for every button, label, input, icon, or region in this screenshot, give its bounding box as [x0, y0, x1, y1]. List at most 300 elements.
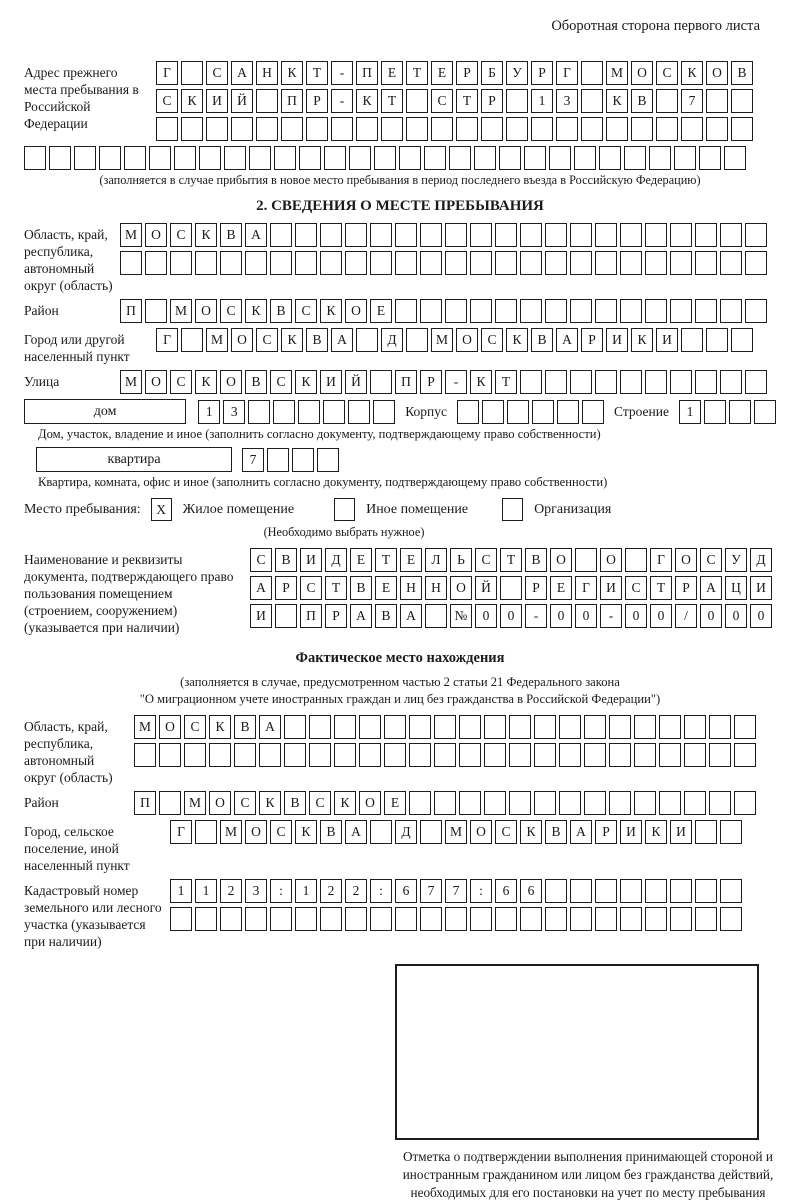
char-cell[interactable]: № [450, 604, 472, 628]
char-cell[interactable] [570, 299, 592, 323]
char-cell[interactable] [245, 907, 267, 931]
char-cell[interactable]: И [600, 576, 622, 600]
char-cell[interactable]: С [295, 299, 317, 323]
char-cell[interactable]: О [345, 299, 367, 323]
char-cell[interactable] [359, 715, 381, 739]
char-cell[interactable]: 7 [681, 89, 703, 113]
char-cell[interactable] [298, 400, 320, 424]
char-cell[interactable]: И [320, 370, 342, 394]
char-cell[interactable] [729, 400, 751, 424]
char-cell[interactable]: 1 [195, 879, 217, 903]
char-cell[interactable]: В [631, 89, 653, 113]
char-cell[interactable] [557, 400, 579, 424]
char-cell[interactable]: С [220, 299, 242, 323]
char-cell[interactable] [670, 370, 692, 394]
char-cell[interactable]: 6 [495, 879, 517, 903]
char-cell[interactable] [620, 223, 642, 247]
char-cell[interactable] [124, 146, 146, 170]
char-cell[interactable]: О [456, 328, 478, 352]
char-cell[interactable]: 2 [220, 879, 242, 903]
char-cell[interactable]: Р [481, 89, 503, 113]
char-cell[interactable]: - [525, 604, 547, 628]
char-cell[interactable] [734, 715, 756, 739]
char-cell[interactable]: А [400, 604, 422, 628]
char-cell[interactable]: О [220, 370, 242, 394]
char-cell[interactable] [425, 604, 447, 628]
char-cell[interactable]: 0 [575, 604, 597, 628]
char-cell[interactable] [545, 299, 567, 323]
char-cell[interactable]: К [181, 89, 203, 113]
char-cell[interactable] [273, 400, 295, 424]
char-cell[interactable]: С [431, 89, 453, 113]
char-cell[interactable] [370, 907, 392, 931]
char-cell[interactable] [309, 715, 331, 739]
char-cell[interactable] [582, 400, 604, 424]
char-cell[interactable]: Й [475, 576, 497, 600]
char-cell[interactable]: 7 [242, 448, 264, 472]
char-cell[interactable] [670, 251, 692, 275]
char-cell[interactable]: Ь [450, 548, 472, 572]
char-cell[interactable]: О [470, 820, 492, 844]
char-cell[interactable] [270, 251, 292, 275]
char-cell[interactable]: Г [556, 61, 578, 85]
char-cell[interactable] [706, 117, 728, 141]
char-cell[interactable] [406, 328, 428, 352]
char-cell[interactable]: У [506, 61, 528, 85]
char-cell[interactable] [281, 117, 303, 141]
char-cell[interactable] [49, 146, 71, 170]
char-cell[interactable]: А [700, 576, 722, 600]
char-cell[interactable]: И [656, 328, 678, 352]
char-cell[interactable] [134, 743, 156, 767]
char-cell[interactable] [320, 907, 342, 931]
char-cell[interactable] [595, 251, 617, 275]
char-cell[interactable] [720, 370, 742, 394]
char-cell[interactable]: Г [156, 328, 178, 352]
char-cell[interactable]: Е [370, 299, 392, 323]
char-cell[interactable] [745, 299, 767, 323]
char-cell[interactable] [634, 743, 656, 767]
char-cell[interactable] [381, 117, 403, 141]
char-cell[interactable]: К [245, 299, 267, 323]
char-cell[interactable]: И [606, 328, 628, 352]
char-cell[interactable]: К [606, 89, 628, 113]
char-cell[interactable] [595, 907, 617, 931]
char-cell[interactable] [720, 223, 742, 247]
char-cell[interactable]: О [245, 820, 267, 844]
char-cell[interactable]: Е [384, 791, 406, 815]
char-cell[interactable]: О [631, 61, 653, 85]
char-cell[interactable] [595, 879, 617, 903]
char-cell[interactable] [420, 299, 442, 323]
char-cell[interactable] [609, 743, 631, 767]
char-cell[interactable]: Е [350, 548, 372, 572]
char-cell[interactable]: О [145, 370, 167, 394]
char-cell[interactable] [706, 328, 728, 352]
char-cell[interactable] [195, 907, 217, 931]
char-cell[interactable] [334, 743, 356, 767]
char-cell[interactable]: - [331, 89, 353, 113]
char-cell[interactable] [499, 146, 521, 170]
char-cell[interactable]: 0 [725, 604, 747, 628]
char-cell[interactable] [181, 328, 203, 352]
char-cell[interactable] [574, 146, 596, 170]
char-cell[interactable] [695, 251, 717, 275]
char-cell[interactable] [459, 715, 481, 739]
char-cell[interactable] [570, 879, 592, 903]
char-cell[interactable] [520, 370, 542, 394]
char-cell[interactable]: Т [495, 370, 517, 394]
char-cell[interactable] [620, 299, 642, 323]
char-cell[interactable]: - [445, 370, 467, 394]
char-cell[interactable] [709, 715, 731, 739]
char-cell[interactable]: 0 [700, 604, 722, 628]
char-cell[interactable] [324, 146, 346, 170]
char-cell[interactable] [456, 117, 478, 141]
char-cell[interactable] [345, 907, 367, 931]
char-cell[interactable] [181, 117, 203, 141]
char-cell[interactable]: С [170, 223, 192, 247]
char-cell[interactable] [631, 117, 653, 141]
char-cell[interactable] [420, 223, 442, 247]
char-cell[interactable]: Р [595, 820, 617, 844]
char-cell[interactable] [584, 791, 606, 815]
char-cell[interactable]: 7 [420, 879, 442, 903]
char-cell[interactable] [745, 251, 767, 275]
char-cell[interactable] [74, 146, 96, 170]
char-cell[interactable] [556, 117, 578, 141]
char-cell[interactable] [645, 223, 667, 247]
char-cell[interactable] [474, 146, 496, 170]
char-cell[interactable]: Т [306, 61, 328, 85]
char-cell[interactable]: О [550, 548, 572, 572]
char-cell[interactable]: О [145, 223, 167, 247]
char-cell[interactable] [532, 400, 554, 424]
char-cell[interactable]: 0 [550, 604, 572, 628]
char-cell[interactable]: А [231, 61, 253, 85]
char-cell[interactable]: М [184, 791, 206, 815]
char-cell[interactable] [709, 791, 731, 815]
char-cell[interactable] [323, 400, 345, 424]
char-cell[interactable] [420, 907, 442, 931]
char-cell[interactable] [606, 117, 628, 141]
char-cell[interactable]: 1 [531, 89, 553, 113]
char-cell[interactable]: К [259, 791, 281, 815]
char-cell[interactable] [520, 299, 542, 323]
char-cell[interactable] [409, 743, 431, 767]
char-cell[interactable] [459, 743, 481, 767]
char-cell[interactable]: С [170, 370, 192, 394]
char-cell[interactable] [620, 251, 642, 275]
char-cell[interactable]: С [309, 791, 331, 815]
char-cell[interactable] [174, 146, 196, 170]
char-cell[interactable]: К [281, 61, 303, 85]
char-cell[interactable] [370, 251, 392, 275]
char-cell[interactable]: К [195, 223, 217, 247]
char-cell[interactable] [320, 251, 342, 275]
char-cell[interactable]: : [370, 879, 392, 903]
char-cell[interactable]: С [270, 820, 292, 844]
char-cell[interactable] [270, 223, 292, 247]
char-cell[interactable] [159, 743, 181, 767]
char-cell[interactable] [509, 743, 531, 767]
char-cell[interactable] [170, 251, 192, 275]
char-cell[interactable] [317, 448, 339, 472]
char-cell[interactable] [495, 251, 517, 275]
char-cell[interactable] [695, 223, 717, 247]
char-cell[interactable] [495, 907, 517, 931]
char-cell[interactable]: В [531, 328, 553, 352]
char-cell[interactable] [645, 879, 667, 903]
char-cell[interactable] [256, 117, 278, 141]
char-cell[interactable]: О [195, 299, 217, 323]
char-cell[interactable]: М [120, 370, 142, 394]
char-cell[interactable]: Д [325, 548, 347, 572]
char-cell[interactable] [634, 715, 656, 739]
char-cell[interactable]: Й [231, 89, 253, 113]
char-cell[interactable] [545, 251, 567, 275]
char-cell[interactable] [309, 743, 331, 767]
char-cell[interactable] [267, 448, 289, 472]
char-cell[interactable]: А [570, 820, 592, 844]
char-cell[interactable] [206, 117, 228, 141]
char-cell[interactable] [275, 604, 297, 628]
char-cell[interactable]: Л [425, 548, 447, 572]
char-cell[interactable] [149, 146, 171, 170]
char-cell[interactable]: Р [420, 370, 442, 394]
char-cell[interactable]: А [331, 328, 353, 352]
char-cell[interactable] [670, 879, 692, 903]
char-cell[interactable] [345, 251, 367, 275]
char-cell[interactable] [681, 328, 703, 352]
char-cell[interactable]: : [270, 879, 292, 903]
apartment-box[interactable]: квартира [36, 447, 232, 472]
char-cell[interactable] [395, 223, 417, 247]
char-cell[interactable]: В [245, 370, 267, 394]
char-cell[interactable] [306, 117, 328, 141]
char-cell[interactable] [545, 879, 567, 903]
char-cell[interactable] [509, 715, 531, 739]
char-cell[interactable]: Р [581, 328, 603, 352]
char-cell[interactable]: И [206, 89, 228, 113]
char-cell[interactable] [731, 117, 753, 141]
char-cell[interactable]: В [306, 328, 328, 352]
checkbox-zhiloe[interactable]: X [151, 498, 172, 521]
char-cell[interactable] [482, 400, 504, 424]
char-cell[interactable] [581, 61, 603, 85]
char-cell[interactable] [509, 791, 531, 815]
char-cell[interactable] [199, 146, 221, 170]
char-cell[interactable] [570, 907, 592, 931]
char-cell[interactable] [745, 370, 767, 394]
char-cell[interactable] [620, 907, 642, 931]
char-cell[interactable] [24, 146, 46, 170]
char-cell[interactable]: А [250, 576, 272, 600]
char-cell[interactable] [734, 743, 756, 767]
char-cell[interactable]: К [356, 89, 378, 113]
char-cell[interactable]: О [706, 61, 728, 85]
char-cell[interactable]: Г [156, 61, 178, 85]
char-cell[interactable] [545, 223, 567, 247]
char-cell[interactable] [484, 743, 506, 767]
char-cell[interactable] [349, 146, 371, 170]
char-cell[interactable]: И [750, 576, 772, 600]
char-cell[interactable]: Д [381, 328, 403, 352]
char-cell[interactable]: С [184, 715, 206, 739]
char-cell[interactable]: В [525, 548, 547, 572]
char-cell[interactable] [470, 251, 492, 275]
char-cell[interactable]: 3 [556, 89, 578, 113]
char-cell[interactable]: Н [400, 576, 422, 600]
char-cell[interactable] [395, 251, 417, 275]
char-cell[interactable]: В [545, 820, 567, 844]
char-cell[interactable]: О [450, 576, 472, 600]
char-cell[interactable] [754, 400, 776, 424]
char-cell[interactable]: 0 [625, 604, 647, 628]
char-cell[interactable]: А [556, 328, 578, 352]
char-cell[interactable] [420, 820, 442, 844]
char-cell[interactable]: Й [345, 370, 367, 394]
char-cell[interactable] [545, 907, 567, 931]
char-cell[interactable] [659, 743, 681, 767]
char-cell[interactable]: К [631, 328, 653, 352]
char-cell[interactable] [220, 907, 242, 931]
char-cell[interactable]: Р [275, 576, 297, 600]
char-cell[interactable] [356, 328, 378, 352]
house-box[interactable]: дом [24, 399, 186, 424]
char-cell[interactable] [625, 548, 647, 572]
char-cell[interactable]: С [270, 370, 292, 394]
char-cell[interactable] [256, 89, 278, 113]
char-cell[interactable] [431, 117, 453, 141]
char-cell[interactable] [506, 89, 528, 113]
char-cell[interactable] [520, 251, 542, 275]
char-cell[interactable] [195, 820, 217, 844]
char-cell[interactable] [299, 146, 321, 170]
char-cell[interactable] [534, 715, 556, 739]
char-cell[interactable]: К [195, 370, 217, 394]
char-cell[interactable] [434, 715, 456, 739]
char-cell[interactable] [484, 715, 506, 739]
char-cell[interactable] [559, 743, 581, 767]
char-cell[interactable]: С [250, 548, 272, 572]
char-cell[interactable]: К [209, 715, 231, 739]
char-cell[interactable] [231, 117, 253, 141]
char-cell[interactable] [570, 223, 592, 247]
char-cell[interactable] [259, 743, 281, 767]
char-cell[interactable]: И [620, 820, 642, 844]
char-cell[interactable]: В [320, 820, 342, 844]
char-cell[interactable]: Е [431, 61, 453, 85]
char-cell[interactable]: М [445, 820, 467, 844]
char-cell[interactable] [681, 117, 703, 141]
char-cell[interactable] [457, 400, 479, 424]
char-cell[interactable]: С [481, 328, 503, 352]
char-cell[interactable]: В [731, 61, 753, 85]
char-cell[interactable] [570, 370, 592, 394]
char-cell[interactable]: Н [256, 61, 278, 85]
char-cell[interactable]: К [470, 370, 492, 394]
checkbox-inoe[interactable] [334, 498, 355, 521]
char-cell[interactable]: Н [425, 576, 447, 600]
char-cell[interactable] [659, 715, 681, 739]
char-cell[interactable]: М [220, 820, 242, 844]
char-cell[interactable]: Г [650, 548, 672, 572]
char-cell[interactable]: О [359, 791, 381, 815]
char-cell[interactable]: Т [456, 89, 478, 113]
char-cell[interactable]: Е [400, 548, 422, 572]
char-cell[interactable] [595, 370, 617, 394]
char-cell[interactable] [734, 791, 756, 815]
char-cell[interactable] [684, 743, 706, 767]
char-cell[interactable] [620, 879, 642, 903]
char-cell[interactable]: А [350, 604, 372, 628]
char-cell[interactable] [370, 820, 392, 844]
char-cell[interactable] [270, 907, 292, 931]
checkbox-organizatsiya[interactable] [502, 498, 523, 521]
char-cell[interactable]: М [170, 299, 192, 323]
char-cell[interactable] [684, 715, 706, 739]
char-cell[interactable] [659, 791, 681, 815]
char-cell[interactable]: Д [750, 548, 772, 572]
char-cell[interactable] [274, 146, 296, 170]
char-cell[interactable] [249, 146, 271, 170]
char-cell[interactable] [99, 146, 121, 170]
char-cell[interactable]: В [234, 715, 256, 739]
char-cell[interactable]: 0 [475, 604, 497, 628]
char-cell[interactable]: Р [306, 89, 328, 113]
char-cell[interactable]: С [206, 61, 228, 85]
char-cell[interactable] [481, 117, 503, 141]
char-cell[interactable] [620, 370, 642, 394]
char-cell[interactable] [374, 146, 396, 170]
char-cell[interactable] [470, 907, 492, 931]
char-cell[interactable]: 1 [295, 879, 317, 903]
char-cell[interactable] [434, 743, 456, 767]
char-cell[interactable] [449, 146, 471, 170]
char-cell[interactable] [695, 370, 717, 394]
char-cell[interactable]: С [156, 89, 178, 113]
char-cell[interactable] [531, 117, 553, 141]
char-cell[interactable] [284, 743, 306, 767]
char-cell[interactable] [720, 820, 742, 844]
char-cell[interactable] [445, 223, 467, 247]
char-cell[interactable] [720, 907, 742, 931]
char-cell[interactable]: М [606, 61, 628, 85]
char-cell[interactable] [495, 223, 517, 247]
char-cell[interactable]: П [300, 604, 322, 628]
char-cell[interactable]: П [120, 299, 142, 323]
char-cell[interactable]: : [470, 879, 492, 903]
char-cell[interactable]: К [506, 328, 528, 352]
char-cell[interactable]: К [645, 820, 667, 844]
char-cell[interactable]: Т [375, 548, 397, 572]
char-cell[interactable] [684, 791, 706, 815]
char-cell[interactable] [145, 299, 167, 323]
char-cell[interactable] [709, 743, 731, 767]
char-cell[interactable]: 0 [500, 604, 522, 628]
char-cell[interactable] [345, 223, 367, 247]
char-cell[interactable] [724, 146, 746, 170]
char-cell[interactable] [520, 907, 542, 931]
char-cell[interactable] [424, 146, 446, 170]
char-cell[interactable]: 2 [345, 879, 367, 903]
char-cell[interactable] [595, 299, 617, 323]
char-cell[interactable]: Т [650, 576, 672, 600]
char-cell[interactable] [359, 743, 381, 767]
char-cell[interactable]: - [600, 604, 622, 628]
char-cell[interactable] [720, 879, 742, 903]
